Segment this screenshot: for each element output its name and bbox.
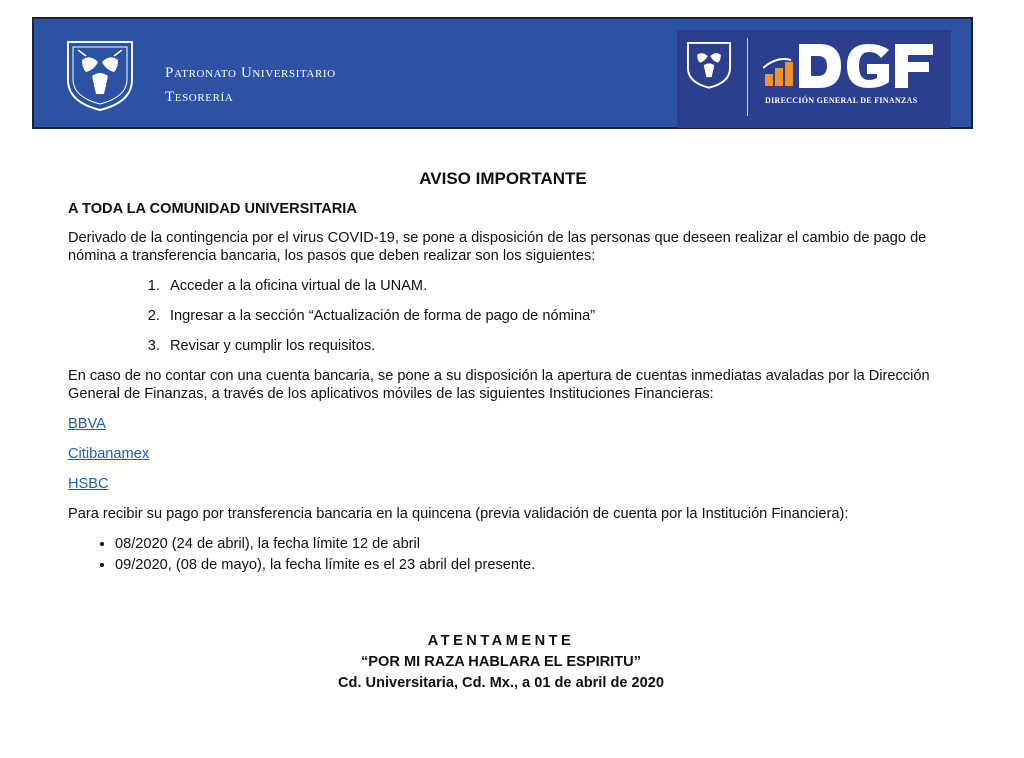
dgf-panel	[677, 30, 951, 128]
step-item: 2. Ingresar a la sección “Actualización de forma de pago de nómina”	[164, 307, 938, 325]
institution-line-1: Patronato Universitario	[165, 65, 336, 81]
closing-signature	[68, 631, 934, 694]
bbva-link[interactable]: BBVA	[68, 416, 106, 432]
notice-body	[68, 166, 938, 577]
closing-salutation: ATENTAMENTE	[427, 633, 575, 649]
logo-divider	[747, 38, 748, 116]
step-item: 3. Revisar y cumplir los requisitos.	[164, 337, 938, 355]
unam-seal-small-icon	[685, 39, 733, 89]
institution-name	[165, 61, 336, 109]
account-note-paragraph: En caso de no contar con una cuenta bancaria, se pone a su disposición la apertura de cuentas inmediatas avaladas por la Dirección General de Finanzas, a través de los aplicativos móviles de las siguientes Instituciones Financieras:	[68, 368, 930, 402]
date-item: • 09/2020, (08 de mayo), la fecha límite es el 23 abril del presente.	[115, 556, 938, 574]
dgf-caption: DIRECCIÓN GENERAL DE FINANZAS	[765, 96, 918, 105]
hsbc-link[interactable]: HSBC	[68, 476, 109, 492]
dgf-logo-icon	[763, 38, 937, 94]
notice-subtitle: A TODA LA COMUNIDAD UNIVERSITARIA	[68, 201, 357, 217]
dates-list	[68, 535, 938, 574]
step-item: 1. Acceder a la oficina virtual de la UNAM.	[164, 277, 938, 295]
citibanamex-link[interactable]: Citibanamex	[68, 446, 150, 462]
closing-place-date: Cd. Universitaria, Cd. Mx., a 01 de abril de 2020	[337, 675, 665, 691]
payment-note-paragraph: Para recibir su pago por transferencia bancaria en la quincena (previa validación de cuenta por la Institución Financiera):	[68, 506, 849, 522]
unam-seal-icon	[64, 36, 136, 112]
notice-title: AVISO IMPORTANTE	[419, 169, 587, 188]
steps-list	[68, 277, 938, 355]
intro-paragraph: Derivado de la contingencia por el virus COVID-19, se pone a disposición de las personas que deseen realizar el cambio de pago de nómina a transferencia bancaria, los pasos que deben realizar son los siguientes:	[68, 230, 927, 264]
closing-motto: “POR MI RAZA HABLARA EL ESPIRITU”	[361, 654, 641, 670]
header-banner	[32, 17, 973, 129]
institution-line-2: Tesorería	[165, 89, 234, 105]
date-item: • 08/2020 (24 de abril), la fecha límite 12 de abril	[115, 535, 938, 553]
